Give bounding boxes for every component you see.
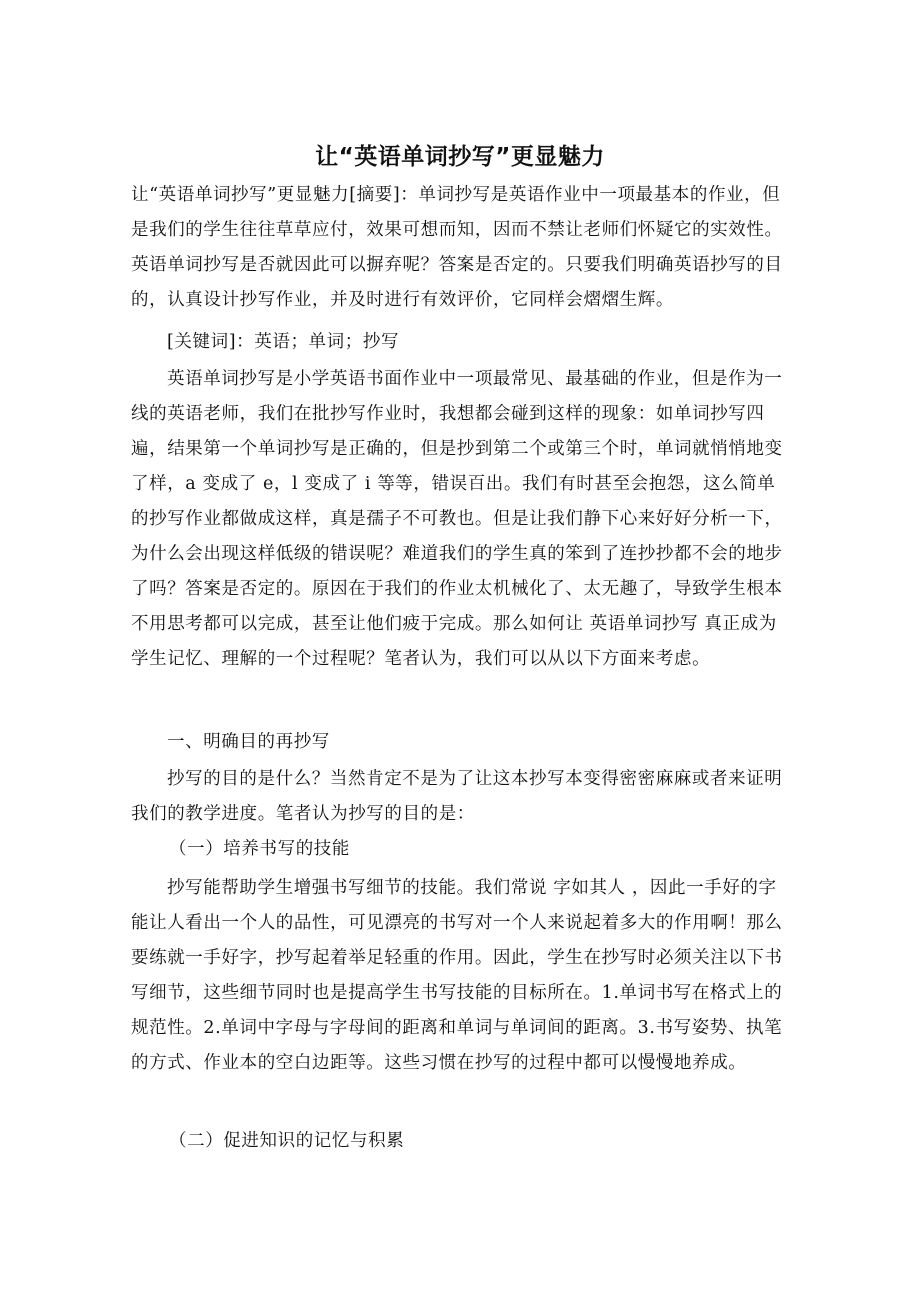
subsection2-heading: （二）促进知识的记忆与积累 [169, 1131, 405, 1151]
section1-heading: 一、明确目的再抄写 [167, 732, 330, 752]
section1-paragraph: 抄写的目的是什么？当然肯定不是为了让这本抄写本变得密密麻麻或者来证明我们的教学进度。笔者认为抄写的目的是： [131, 769, 783, 824]
keywords-line: [关键词]：英语；单词；抄写 [167, 332, 400, 352]
document-title: 让“英语单词抄写”更显魅力 [315, 144, 605, 170]
abstract-paragraph: 让“英语单词抄写”更显魅力[摘要]：单词抄写是英语作业中一项最基本的作业，但是我们的学生往往草草应付，效果可想而知，因而不禁让老师们怀疑它的实效性。英语单词抄写是否就因此可以摒弃呢？答案是否定的。只要我们明确英语抄写的目的，认真设计抄写作业，并及时进行有效评价，它同样会熠熠生辉。 [131, 185, 783, 310]
intro-paragraph: 英语单词抄写是小学英语书面作业中一项最常见、最基础的作业，但是作为一线的英语老师，我们在批抄写作业时，我想都会碰到这样的现象：如单词抄写四遍，结果第一个单词抄写是正确的，但是抄到第二个或第三个时，单词就悄悄地变了样，a 变成了 e，l 变成了 i 等等，错误百出。我们有时甚至会抱怨，这么简单的抄写作业都做成这样，真是孺子不可教也。但是让我们静下心来好好分析一下，为什么会出现这样低级的错误呢？难道我们的学生真的笨到了连抄抄都不会的地步了吗？答案是否定的。原因在于我们的作业太机械化了、太无趣了，导致学生根本不用思考都可以完成，甚至让他们疲于完成。那么如何让 英语单词抄写 真正成为学生记忆、理解的一个过程呢？笔者认为，我们可以从以下方面来考虑。 [131, 369, 783, 669]
subsection1-heading: （一）培养书写的技能 [169, 839, 350, 859]
subsection1-paragraph: 抄写能帮助学生增强书写细节的技能。我们常说 字如其人 ，因此一手好的字能让人看出一个人的品性，可见漂亮的书写对一个人来说起着多大的作用啊！那么要练就一手好字，抄写起着举足轻重的作用。因此，学生在抄写时必须关注以下书写细节，这些细节同时也是提高学生书写技能的目标所在。1.单词书写在格式上的规范性。2.单词中字母与字母间的距离和单词与单词间的距离。3.书写姿势、执笔的方式、作业本的空白边距等。这些习惯在抄写的过程中都可以慢慢地养成。 [131, 878, 783, 1073]
